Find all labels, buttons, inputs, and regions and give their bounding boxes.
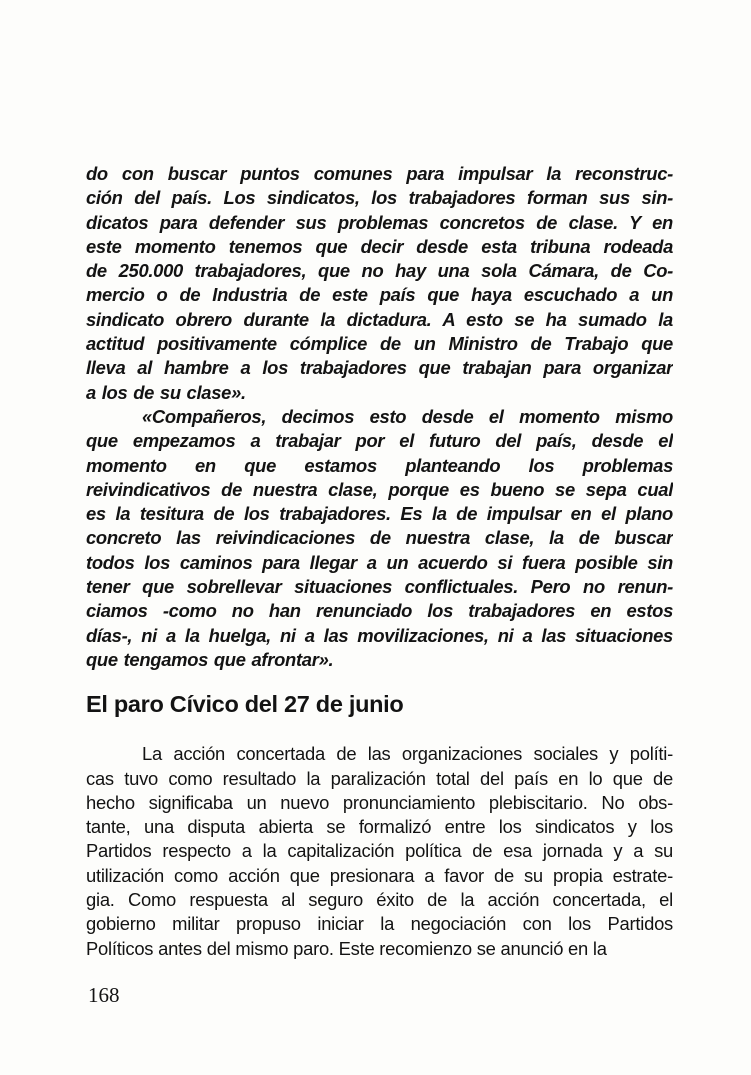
text-column [86,162,673,961]
text-line: gia. Como respuesta al seguro éxito de la acción concertada, el [86,889,673,911]
body-text-block [86,742,673,961]
text-line: cas tuvo como resultado la paralización total del país en lo que de [86,767,673,789]
text-line: ciamos -como no han renunciado los trabajadores en estos [86,600,673,622]
text-line: lleva al hambre a los trabajadores que trabajan para organizar [86,357,673,379]
text-line: que empezamos a trabajar por el futuro del país, desde el [86,430,673,452]
text-line: reivindicativos de nuestra clase, porque es bueno se sepa cual [86,478,673,500]
text-line: a los de su clase». [86,381,246,403]
text-line: hecho significaba un nuevo pronunciamiento plebiscitario. No obs- [86,791,673,813]
text-line: «Compañeros, decimos esto desde el momento mismo [142,405,673,427]
text-line: Partidos respecto a la capitalización política de esa jornada y a su [86,840,673,862]
section-heading: El paro Cívico del 27 de junio [86,691,404,718]
text-line: sindicato obrero durante la dictadura. A esto se ha sumado la [86,308,673,330]
quote-paragraph [86,162,673,405]
text-line: actitud positivamente cómplice de un Ministro de Trabajo que [86,333,673,355]
text-line: do con buscar puntos comunes para impulsar la reconstruc- [86,163,673,184]
text-line: gobierno militar propuso iniciar la negociación con los Partidos [86,913,673,935]
page-number: 168 [88,983,120,1007]
text-line: tener que sobrellevar situaciones conflictuales. Pero no renun- [86,576,673,598]
quoted-speech-block [86,162,673,672]
text-line: La acción concertada de las organizaciones sociales y políti- [142,743,673,765]
text-line: es la tesitura de los trabajadores. Es la de impulsar en el plano [86,503,673,525]
text-line: de 250.000 trabajadores, que no hay una sola Cámara, de Co- [86,260,673,282]
text-line: mercio o de Industria de este país que haya escuchado a un [86,284,673,306]
text-line: momento en que estamos planteando los problemas [86,454,673,476]
body-paragraph [86,742,673,961]
text-line: este momento tenemos que decir desde esta tribuna rodeada [86,235,673,257]
text-line: días-, ni a la huelga, ni a las movilizaciones, ni a las situaciones [86,624,673,646]
text-line: Políticos antes del mismo paro. Este recomienzo se anunció en la [86,937,607,959]
text-line: ción del país. Los sindicatos, los trabajadores forman sus sin- [86,187,673,209]
text-line: concreto las reivindicaciones de nuestra clase, la de buscar [86,527,673,549]
text-line: todos los caminos para llegar a un acuerdo si fuera posible sin [86,551,673,573]
text-line: dicatos para defender sus problemas concretos de clase. Y en [86,211,673,233]
quote-paragraph [86,405,673,672]
text-line: que tengamos que afrontar». [86,648,334,670]
text-line: utilización como acción que presionara a favor de su propia estrate- [86,864,673,886]
text-line: tante, una disputa abierta se formalizó entre los sindicatos y los [86,816,673,838]
